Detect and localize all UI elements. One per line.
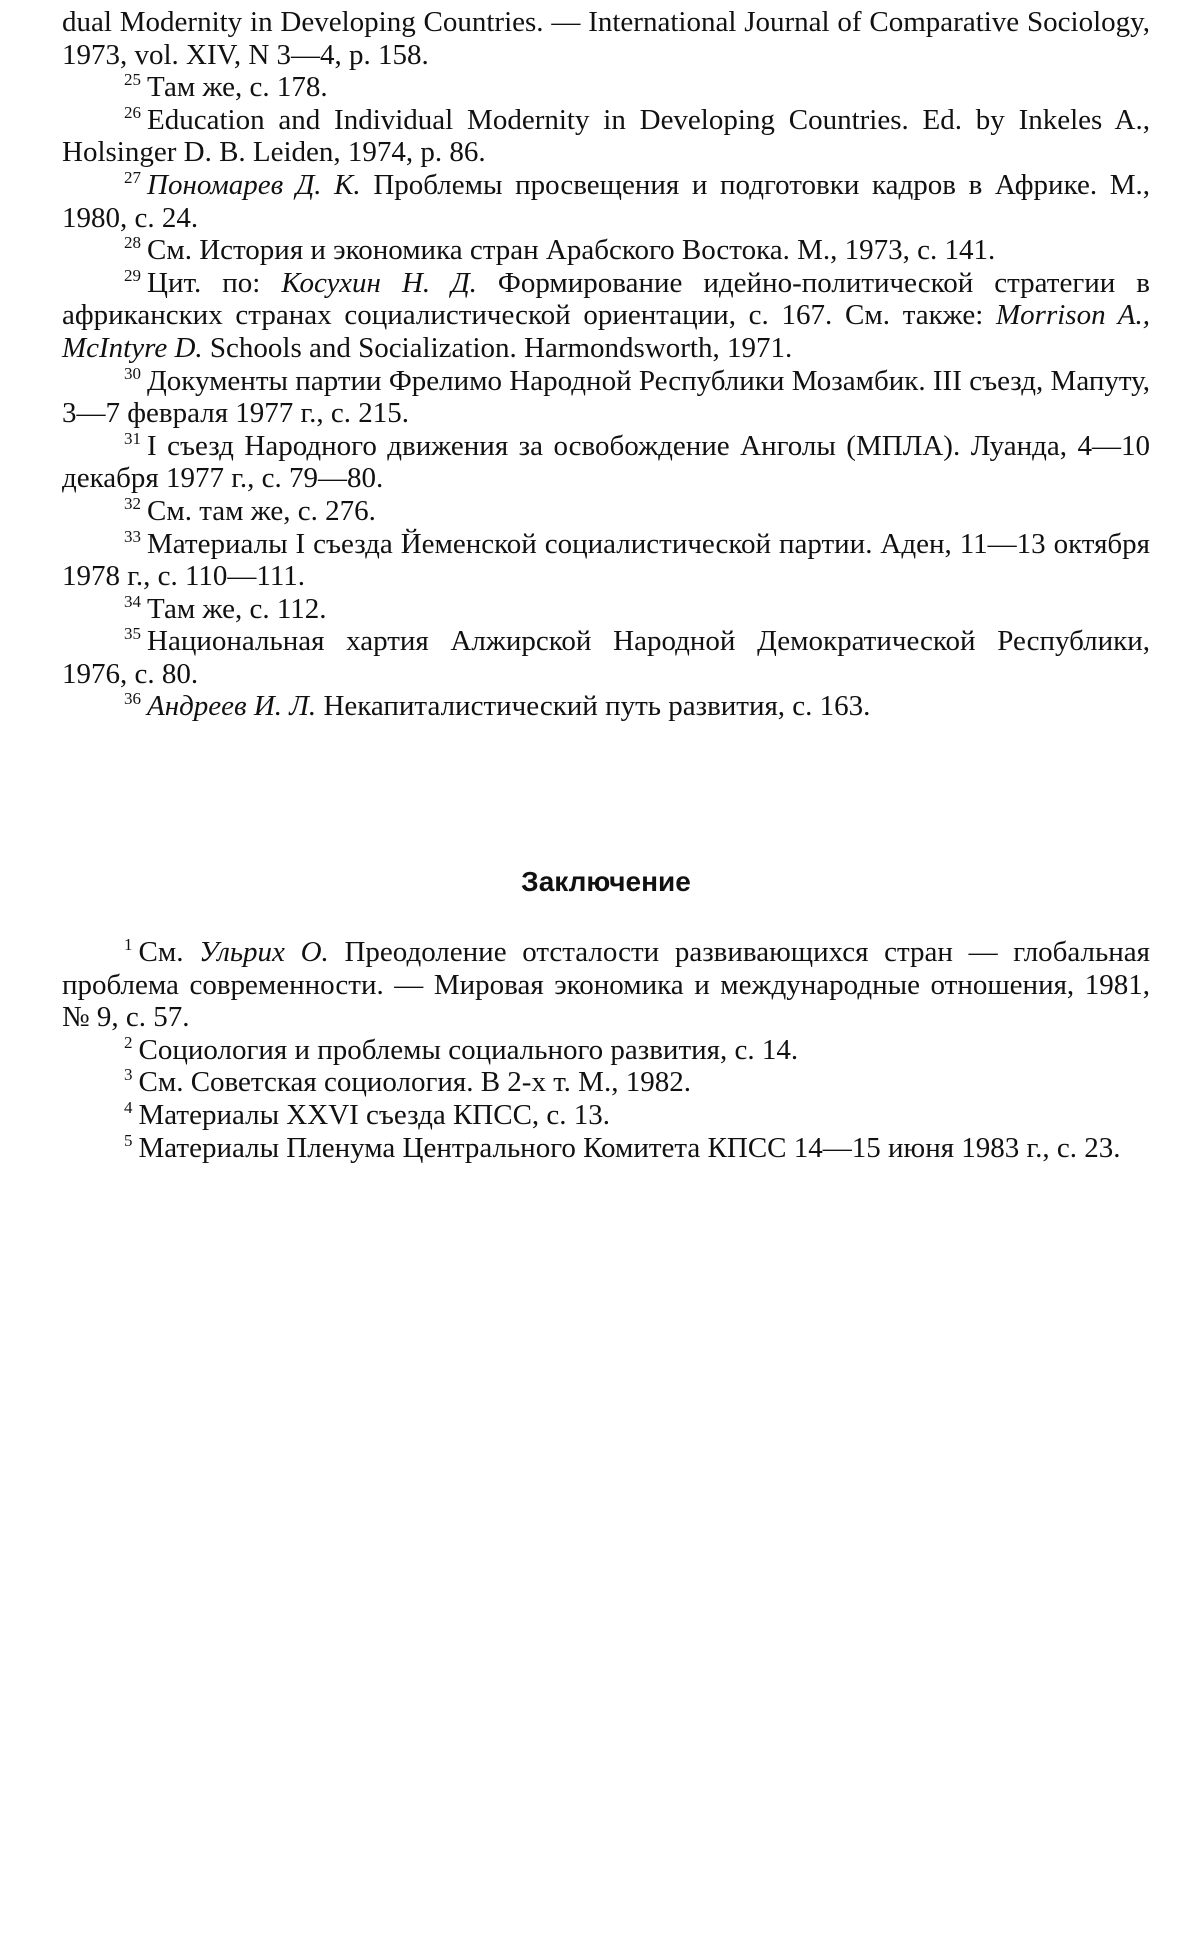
endnote-number: 4 xyxy=(124,1097,133,1117)
endnote-number: 33 xyxy=(124,526,141,546)
endnote-number: 25 xyxy=(124,70,141,90)
endnote xyxy=(62,495,1150,528)
endnote-text: Документы партии Фрелимо Народной Республики Мозамбик. III съезд, Мапуту, 3—7 февраля 1977 г., с. 215. xyxy=(62,364,1150,430)
endnote xyxy=(62,430,1150,495)
endnote xyxy=(62,625,1150,690)
endnote-text: dual Modernity in Developing Countries. — International Journal of Comparative Sociology, 1973, vol. XIV, N 3—4, p. 158. xyxy=(62,6,1150,71)
endnote xyxy=(62,528,1150,593)
endnote-number: 28 xyxy=(124,233,141,253)
endnotes-list-conclusion xyxy=(62,936,1150,1164)
page-content xyxy=(62,6,1150,1164)
endnote-text: См. там же, с. 276. xyxy=(147,494,376,527)
endnote-number: 36 xyxy=(124,689,141,709)
endnote-text: Цит. по: xyxy=(147,266,282,299)
endnote-text: См. История и экономика стран Арабского Востока. М., 1973, с. 141. xyxy=(147,234,996,267)
endnote-text: Национальная хартия Алжирской Народной Демократической Республики, 1976, с. 80. xyxy=(62,625,1150,690)
endnote xyxy=(62,1034,1150,1067)
endnote xyxy=(62,104,1150,169)
endnote-author: Косухин Н. Д. xyxy=(281,266,477,299)
endnote-number: 26 xyxy=(124,102,141,122)
endnotes-list-chapter xyxy=(62,6,1150,723)
endnote-number: 29 xyxy=(124,265,141,285)
endnote-text: Материалы I съезда Йеменской социалистической партии. Аден, 11—13 октября 1978 г., с. 110—111. xyxy=(62,527,1150,593)
endnote-author: Morrison A., McIntyre D. xyxy=(62,299,1150,364)
endnote-text: Формирование идейно-политической стратегии в африканских странах социалистической ориентации, с. 167. См. также: xyxy=(62,266,1150,332)
endnote-number: 34 xyxy=(124,591,141,611)
endnote-author: Ульрих О. xyxy=(199,936,329,968)
endnote xyxy=(62,365,1150,430)
endnote-number: 35 xyxy=(124,624,141,644)
endnote xyxy=(62,690,1150,723)
endnote-text: I съезд Народного движения за освобождение Анголы (МПЛА). Луанда, 4—10 декабря 1977 г., с. 79—80. xyxy=(62,429,1150,495)
endnote-text: Социология и проблемы социального развития, с. 14. xyxy=(138,1033,799,1066)
endnote xyxy=(62,936,1150,1034)
endnote-text: Преодоление отсталости развивающихся стран — глобальная проблема современности. — Мировая экономика и международные отношения, 1981, № 9, с. 57. xyxy=(62,936,1150,1034)
endnote-number: 1 xyxy=(124,935,133,954)
endnote-text: См. Советская социология. В 2-х т. М., 1982. xyxy=(138,1066,691,1099)
endnote xyxy=(62,71,1150,104)
endnote-number: 2 xyxy=(124,1032,133,1052)
endnote xyxy=(62,267,1150,365)
endnote-text: См. xyxy=(138,936,200,968)
endnote xyxy=(62,1066,1150,1099)
endnote-number: 27 xyxy=(124,167,141,187)
endnote-number: 31 xyxy=(124,428,141,448)
endnote xyxy=(62,234,1150,267)
endnote-text: Там же, с. 178. xyxy=(147,71,328,104)
endnote xyxy=(62,169,1150,234)
endnote xyxy=(62,1132,1150,1165)
section-title: Заключение xyxy=(521,866,691,897)
endnote-text: Schools and Socialization. Harmondsworth, 1971. xyxy=(202,331,793,364)
endnote-author: Андреев И. Л. xyxy=(147,690,317,723)
endnote-number: 3 xyxy=(124,1065,133,1085)
endnote xyxy=(62,6,1150,71)
endnote-text: Материалы XXVI съезда КПСС, с. 13. xyxy=(138,1098,611,1131)
endnote-number: 30 xyxy=(124,363,141,383)
endnote-text: Некапиталистический путь развития, с. 163. xyxy=(316,690,871,723)
endnote-text: Там же, с. 112. xyxy=(147,592,327,625)
endnote xyxy=(62,593,1150,626)
endnote xyxy=(62,1099,1150,1132)
endnote-number: 5 xyxy=(124,1130,133,1150)
endnote-text: Материалы Пленума Центрального Комитета КПСС 14—15 июня 1983 г., с. 23. xyxy=(138,1131,1121,1164)
endnote-author: Пономарев Д. К. xyxy=(147,168,361,201)
endnote-number: 32 xyxy=(124,493,141,513)
endnote-text: Education and Individual Modernity in Developing Countries. Ed. by Inkeles A., Holsinger D. B. Leiden, 1974, p. 86. xyxy=(62,103,1150,169)
endnote-text: Проблемы просвещения и подготовки кадров в Африке. М., 1980, с. 24. xyxy=(62,168,1150,234)
